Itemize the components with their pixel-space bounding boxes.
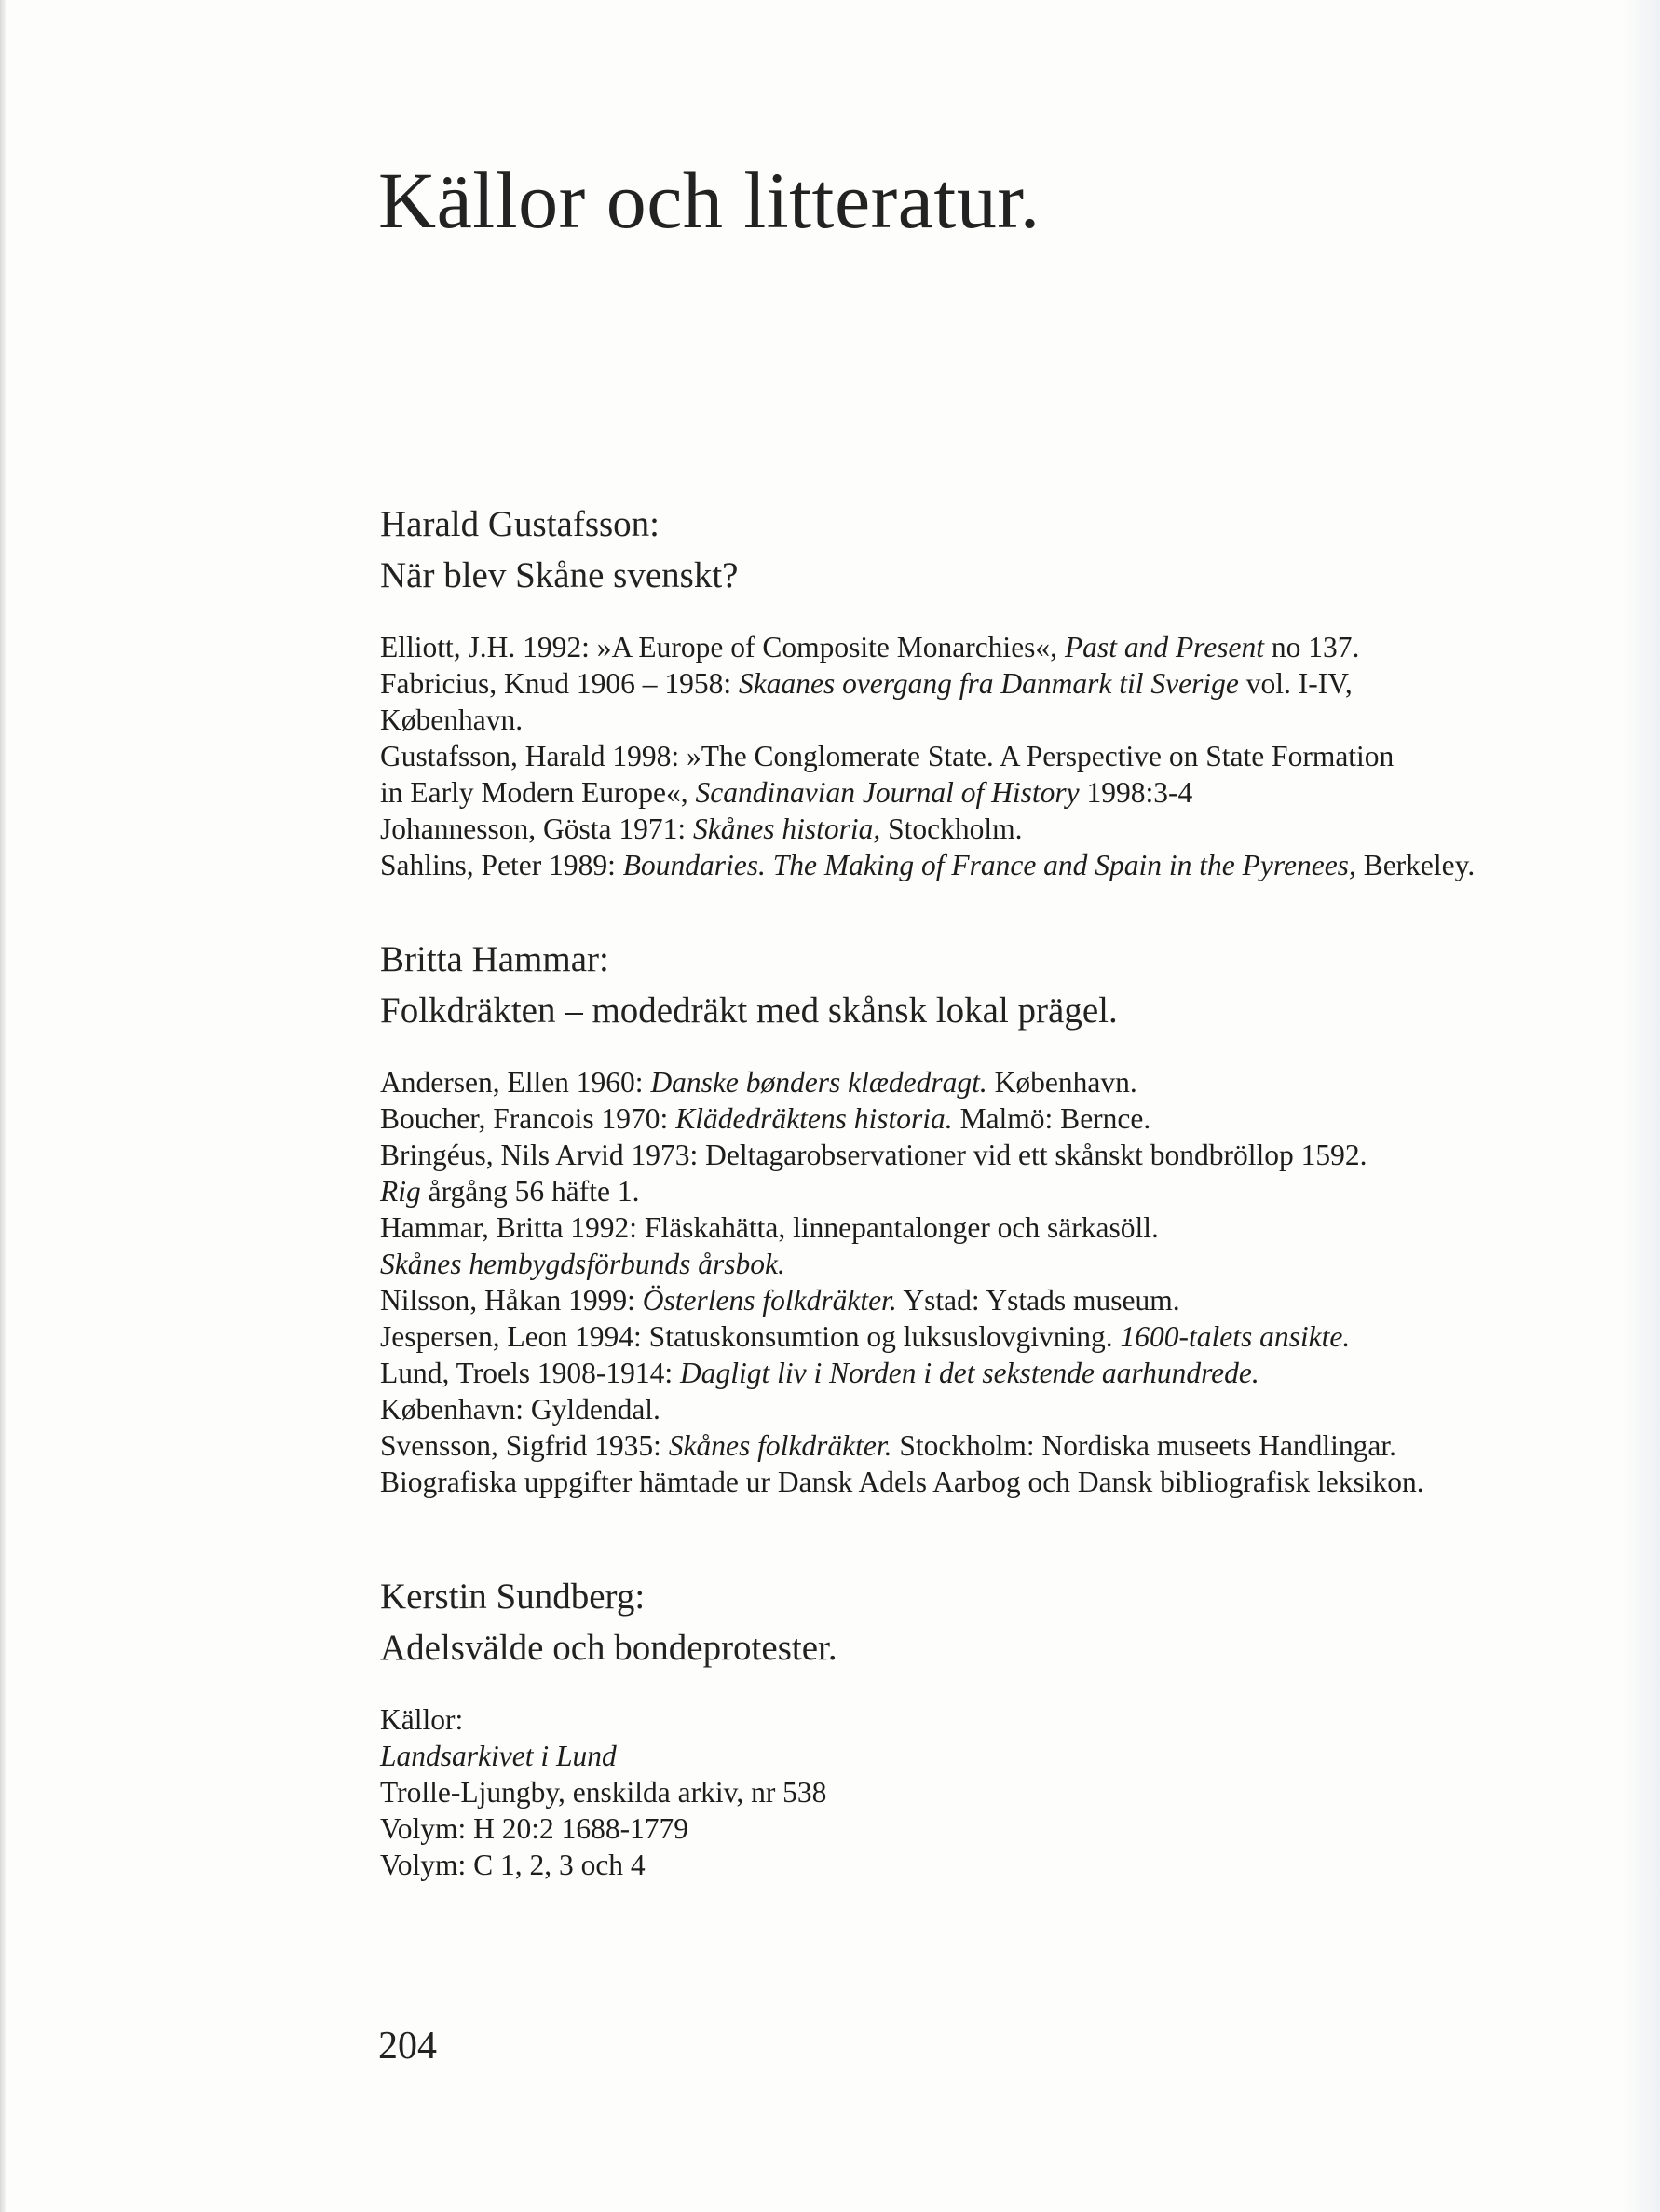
- reference-text: Trolle-Ljungby, enskilda arkiv, nr 538: [380, 1776, 827, 1809]
- section-article-title: Folkdräkten – modedräkt med skånsk lokal prägel.: [380, 990, 1118, 1031]
- reference-italic-text: 1600-talets ansikte.: [1120, 1320, 1351, 1353]
- reference-text: Sahlins, Peter 1989:: [380, 849, 623, 881]
- reference-italic-text: Landsarkivet i Lund: [380, 1740, 617, 1772]
- reference-text: Boucher, Francois 1970:: [380, 1102, 676, 1135]
- reference-line: [380, 774, 1535, 811]
- reference-text: Lund, Troels 1908-1914:: [380, 1357, 681, 1389]
- reference-line: [380, 1464, 1535, 1500]
- reference-text: Andersen, Ellen 1960:: [380, 1066, 651, 1099]
- reference-text: Källor:: [380, 1703, 464, 1736]
- reference-text: in Early Modern Europe«,: [380, 776, 696, 809]
- reference-text: København: Gyldendal.: [380, 1393, 660, 1426]
- reference-text: Hammar, Britta 1992: Fläskahätta, linnepantalonger och särkasöll.: [380, 1211, 1159, 1244]
- reference-line: [380, 629, 1535, 665]
- section-article-title: Adelsvälde och bondeprotester.: [380, 1628, 837, 1668]
- reference-line: [380, 1137, 1535, 1173]
- reference-line: [380, 702, 1535, 738]
- reference-line: [380, 1847, 1535, 1883]
- reference-italic-text: Skaanes overgang fra Danmark til Sverige: [738, 667, 1239, 700]
- reference-text: Bringéus, Nils Arvid 1973: Deltagarobservationer vid ett skånskt bondbröllop 1592.: [380, 1139, 1367, 1171]
- reference-line: [380, 665, 1535, 702]
- reference-text: Biografiska uppgifter hämtade ur Dansk Adels Aarbog och Dansk bibliografisk leksikon.: [380, 1466, 1424, 1498]
- reference-text: Ystad: Ystads museum.: [896, 1284, 1180, 1317]
- reference-line: [380, 1738, 1535, 1774]
- reference-line: [380, 1318, 1535, 1355]
- page-title: Källor och litteratur.: [378, 156, 1041, 245]
- reference-italic-text: Past and Present: [1064, 631, 1264, 663]
- reference-line: [380, 811, 1535, 847]
- reference-italic-text: Skånes folkdräkter.: [668, 1429, 892, 1462]
- reference-line: [380, 847, 1535, 883]
- reference-line: [380, 1100, 1535, 1137]
- section-author: Kerstin Sundberg:: [380, 1577, 646, 1617]
- reference-line: [380, 1427, 1535, 1464]
- page-number: 204: [378, 2025, 437, 2068]
- reference-line: [380, 1246, 1535, 1282]
- section-hammar: [380, 934, 1535, 1500]
- reference-text: vol. I-IV,: [1238, 667, 1353, 700]
- section-article-title: När blev Skåne svenskt?: [380, 555, 739, 595]
- reference-text: Gustafsson, Harald 1998: »The Conglomerate State. A Perspective on State Formation: [380, 740, 1395, 772]
- reference-line: [380, 1810, 1535, 1847]
- page-edge-right: [1623, 0, 1660, 2212]
- reference-line: [380, 1701, 1535, 1738]
- reference-line: [380, 1391, 1535, 1427]
- reference-italic-text: Danske bønders klædedragt.: [650, 1066, 987, 1099]
- reference-line: [380, 1209, 1535, 1246]
- reference-text: Jespersen, Leon 1994: Statuskonsumtion og luksuslovgivning.: [380, 1320, 1121, 1353]
- reference-italic-text: Dagligt liv i Norden i det sekstende aarhundrede.: [680, 1357, 1259, 1389]
- section-author: Harald Gustafsson:: [380, 504, 660, 544]
- reference-text: Stockholm: Nordiska museets Handlingar.: [891, 1429, 1397, 1462]
- reference-text: Elliott, J.H. 1992: »A Europe of Composite Monarchies«,: [380, 631, 1065, 663]
- reference-line: [380, 1282, 1535, 1318]
- reference-list: [380, 629, 1535, 883]
- reference-line: [380, 738, 1535, 774]
- section-sundberg: [380, 1571, 1535, 1883]
- reference-text: Volym: H 20:2 1688-1779: [380, 1812, 689, 1845]
- reference-italic-text: Scandinavian Journal of History: [695, 776, 1080, 809]
- reference-text: årgång 56 häfte 1.: [420, 1175, 640, 1208]
- reference-italic-text: Österlens folkdräkter.: [642, 1284, 897, 1317]
- reference-line: [380, 1355, 1535, 1391]
- reference-list: [380, 1701, 1535, 1883]
- reference-line: [380, 1064, 1535, 1100]
- reference-text: Volym: C 1, 2, 3 och 4: [380, 1849, 646, 1881]
- page-edge-left: [0, 0, 6, 2212]
- reference-text: Johannesson, Gösta 1971:: [380, 812, 693, 845]
- reference-text: no 137.: [1264, 631, 1360, 663]
- reference-italic-text: Skånes hembygdsförbunds årsbok.: [380, 1248, 785, 1280]
- reference-italic-text: Boundaries. The Making of France and Spain in the Pyrenees,: [622, 849, 1356, 881]
- reference-text: Fabricius, Knud 1906 – 1958:: [380, 667, 739, 700]
- reference-text: Malmö: Bernce.: [952, 1102, 1151, 1135]
- section-gustafsson: [380, 498, 1535, 883]
- reference-italic-text: Klädedräktens historia.: [675, 1102, 953, 1135]
- reference-italic-text: Skånes historia,: [692, 812, 881, 845]
- reference-text: 1998:3-4: [1079, 776, 1193, 809]
- reference-text: Stockholm.: [880, 812, 1023, 845]
- reference-list: [380, 1064, 1535, 1500]
- reference-text: Svensson, Sigfrid 1935:: [380, 1429, 669, 1462]
- reference-text: København.: [380, 703, 524, 736]
- reference-text: Berkeley.: [1355, 849, 1476, 881]
- reference-line: [380, 1173, 1535, 1209]
- reference-text: København.: [986, 1066, 1137, 1099]
- section-author: Britta Hammar:: [380, 939, 609, 979]
- reference-line: [380, 1774, 1535, 1810]
- reference-italic-text: Rig: [380, 1175, 421, 1208]
- reference-text: Nilsson, Håkan 1999:: [380, 1284, 643, 1317]
